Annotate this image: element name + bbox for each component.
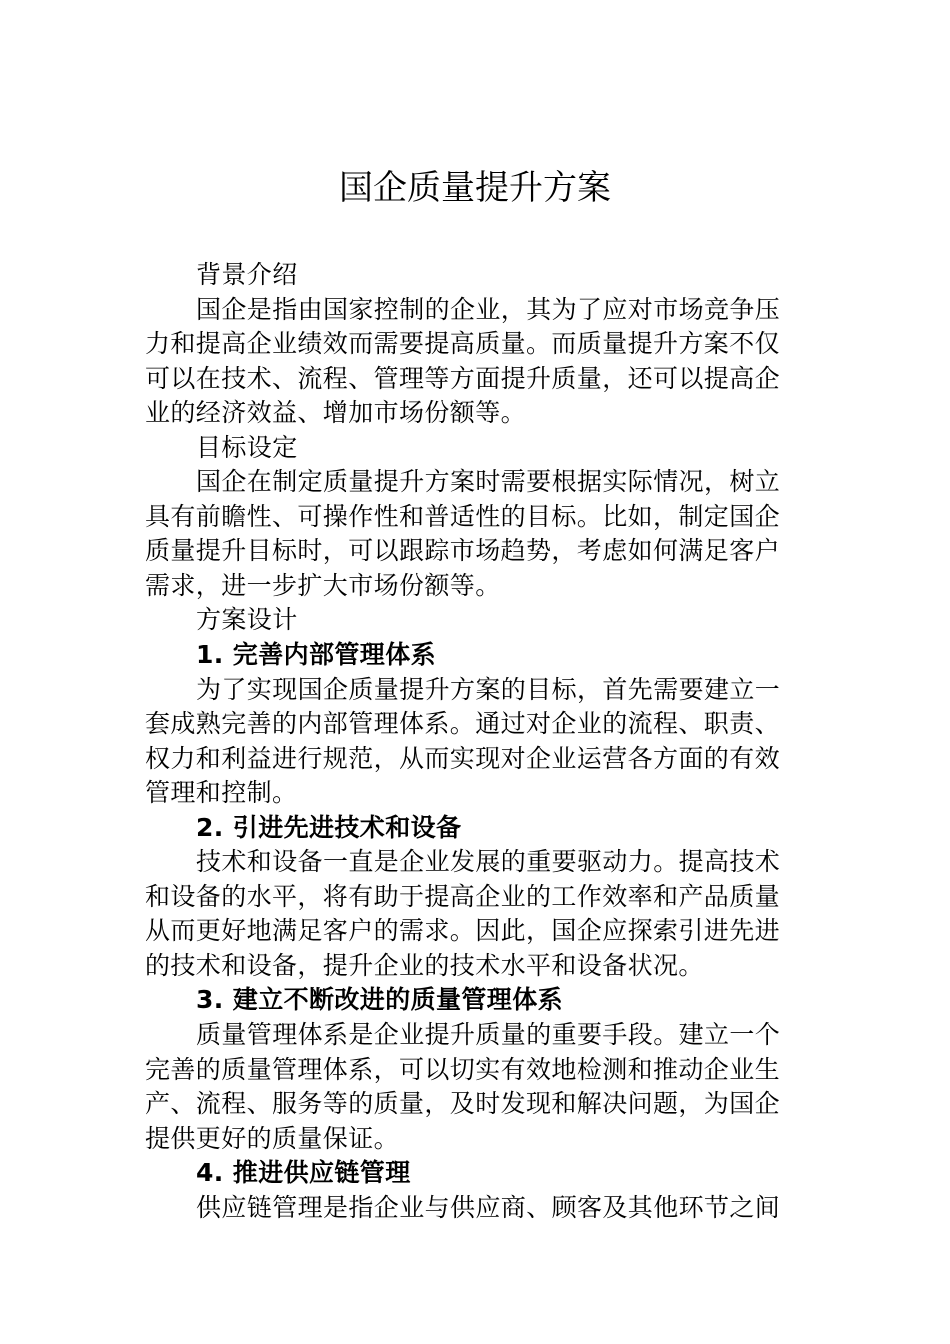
paragraph-line: 技术和设备一直是企业发展的重要驱动力。提高技术: [196, 847, 781, 877]
paragraph-line: 业的经济效益、增加市场份额等。: [145, 398, 527, 428]
paragraph-line: 质量管理体系是企业提升质量的重要手段。建立一个: [196, 1020, 781, 1050]
paragraph-line: 力和提高企业绩效而需要提高质量。而质量提升方案不仅: [145, 329, 781, 359]
paragraph-line: 权力和利益进行规范，从而实现对企业运营各方面的有效: [145, 743, 781, 773]
paragraph-line: 需求，进一步扩大市场份额等。: [145, 570, 501, 600]
numbered-heading: 2. 引进先进技术和设备: [196, 812, 462, 842]
paragraph-line: 具有前瞻性、可操作性和普适性的目标。比如，制定国企: [145, 501, 781, 531]
paragraph-line: 完善的质量管理体系，可以切实有效地检测和推动企业生: [145, 1054, 781, 1084]
section-label: 目标设定: [196, 432, 298, 462]
paragraph-line: 提供更好的质量保证。: [145, 1123, 400, 1153]
numbered-heading: 3. 建立不断改进的质量管理体系: [196, 985, 563, 1015]
document-title: 国企质量提升方案: [339, 168, 611, 208]
paragraph-line: 和设备的水平，将有助于提高企业的工作效率和产品质量: [145, 881, 781, 911]
paragraph-line: 国企在制定质量提升方案时需要根据实际情况，树立: [196, 467, 781, 497]
document-body: [145, 258, 807, 1225]
paragraph-line: 产、流程、服务等的质量，及时发现和解决问题，为国企: [145, 1089, 781, 1119]
paragraph-line: 管理和控制。: [145, 778, 298, 808]
section-label: 背景介绍: [196, 260, 298, 289]
section-label: 方案设计: [196, 605, 298, 635]
paragraph-line: 可以在技术、流程、管理等方面提升质量，还可以提高企: [145, 363, 781, 393]
numbered-heading: 4. 推进供应链管理: [196, 1158, 411, 1188]
paragraph-line: 套成熟完善的内部管理体系。通过对企业的流程、职责、: [145, 709, 781, 739]
paragraph-line: 国企是指由国家控制的企业，其为了应对市场竞争压: [196, 294, 781, 324]
paragraph-line: 为了实现国企质量提升方案的目标，首先需要建立一: [196, 674, 781, 704]
paragraph-line: 供应链管理是指企业与供应商、顾客及其他环节之间: [196, 1192, 781, 1222]
numbered-heading: 1. 完善内部管理体系: [196, 640, 436, 670]
paragraph-line: 质量提升目标时，可以跟踪市场趋势，考虑如何满足客户: [145, 536, 781, 566]
paragraph-line: 的技术和设备，提升企业的技术水平和设备状况。: [145, 950, 704, 980]
paragraph-line: 从而更好地满足客户的需求。因此，国企应探索引进先进: [145, 916, 781, 946]
